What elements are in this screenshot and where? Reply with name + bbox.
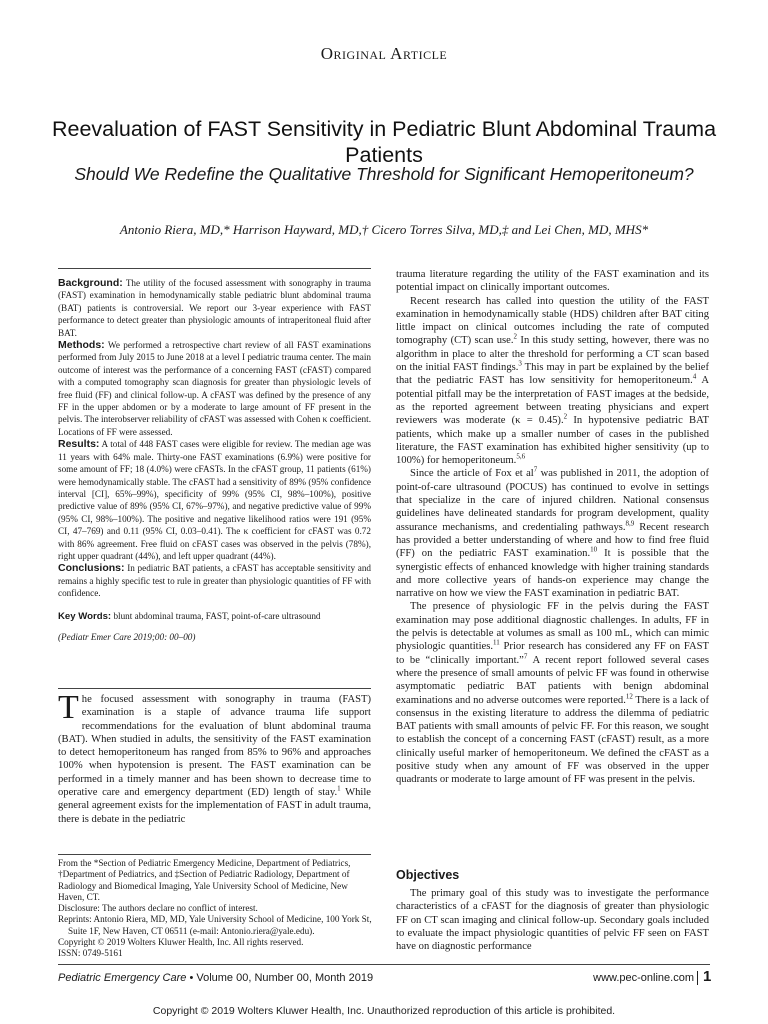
keywords: [58, 610, 371, 623]
footnotes: [58, 858, 376, 960]
journal-url[interactable]: www.pec-online.com: [593, 972, 694, 984]
affiliations: From the *Section of Pediatric Emergency Medicine, Department of Pediatrics, †Department of Pediatrics, and ‡Section of Pediatric Radiology, Department of Radiology and Biomedical Imaging, Yale University School of Medicine, New Haven, CT.: [58, 858, 351, 902]
abstract-divider: [58, 688, 371, 689]
methods-label: Methods:: [58, 339, 105, 352]
journal-info: [58, 972, 373, 984]
paragraph: Since the article of Fox et $al^7$ was published in 2011, the adoption of point-of-care ultrasound (POCUS) has continued to evolve in settings that specialize in the care of injured children. National consensus guidelines have delineated standards for program development, quality assurance mechanisms, and credentialing pathways.$^{8,9}$ Recent research has provided a better understanding of where and how to find free fluid (FF) on the pediatric FAST examination.$^{10}$ It is possible that the synergistic effects of enhanced knowledge with higher training standards and more collective years of hands-on experience may change the narrative on how we view the FAST examination in pediatric BAT.: [396, 465, 710, 600]
volume-info: • Volume 00, Number 00, Month 2019: [186, 972, 374, 984]
conclusions-text: In pediatric BAT patients, a cFAST has acceptable sensitivity and remains a highly specific test to rule in greater than physiologic quantities of FF with confidence.: [58, 563, 372, 599]
issn: ISSN: 0749-5161: [58, 948, 123, 959]
footnote-copyright: Copyright © 2019 Wolters Kluwer Health, Inc. All rights reserved.: [58, 937, 304, 948]
keywords-text: blunt abdominal trauma, FAST, point-of-care ultrasound: [113, 610, 321, 621]
drop-cap: T: [58, 689, 79, 726]
abstract-methods: [58, 339, 371, 438]
author-list: Antonio Riera, MD,* Harrison Hayward, MD,† Cicero Torres Silva, MD,‡ and Lei Chen, MD, MHS*: [119, 222, 649, 237]
journal-name: Pediatric Emergency Care: [58, 972, 187, 984]
disclosure: Disclosure: The authors declare no conflict of interest.: [58, 903, 258, 914]
conclusions-label: Conclusions:: [58, 562, 125, 575]
keywords-label: Key Words:: [58, 610, 112, 622]
paragraph: Recent research has called into question the utility of the FAST examination in hemodynamically stable (HDS) children after BAT citing little impact on clinical outcomes including the rate of computed tomography (CT) scan use.$^2$ In this study setting, however, there was no algorithm in place to alter the threshold for performing a CT scan based on the initial FAST findings.$^3$ This may in part be explained by the belief that the pediatric FAST has low sensitivity for hemoperitoneum.$^4$ A potential pitfall may be the interpretation of FAST images at the bedside, as the reported agreement between treating physicians and expert reviewers was moderate (κ = 0.45).$^2$ In hypotensive pediatric BAT patients, which make up a smaller number of cases in the published literature, the FAST examination has exhibited higher sensitivity (up to 100%) for hemoperitoneum.$^{5,6}$: [396, 295, 710, 467]
results-text: A total of 448 FAST cases were eligible for review. The median age was 11 years with 64% male. Thirty-one FAST examinations (6.9%) were positive for some amount of FF; 18 (4.0%) were cFASTs. In the cFAST group, 11 patients (61%) were hemodynamically stable. The cFAST had a sensitivity of 89% (95% confidence interval [CI], 65%–99%), specificity of 99% (95% CI, 98%–100%), positive predictive value of 89% (95% CI, 67%–97%), and negative predictive value of 99% (95% CI, 98%–100%). The positive and negative likelihood ratios were 191 (95% CI, 47–769) and 0.11 (95% CI, 0.03–0.41). The κ coefficient for cFAST was 0.72 with 86% agreement. Free fluid on cFAST cases was observed in the pelvis (78%), right upper quadrant (44%), and left upper quadrant (44%).: [58, 439, 371, 561]
paragraph: trauma literature regarding the utility of the FAST examination and its potential impact on clinically important outcomes.: [396, 269, 709, 294]
citation: (Pediatr Emer Care 2019;00: 00–00): [58, 631, 196, 642]
objectives-heading: Objectives: [396, 868, 460, 882]
abstract-results: [58, 438, 371, 562]
abstract-background: [58, 277, 371, 339]
section-label: Original Article: [320, 44, 448, 63]
page-number: 1: [703, 968, 712, 985]
reprints: Reprints: Antonio Riera, MD, MD, Yale University School of Medicine, 100 York St,: [58, 914, 372, 925]
intro-text: he focused assessment with sonography in trauma (FAST) examination is a staple of advance trauma life support recommendations for the evaluation of blunt abdominal trauma (BAT). When studied in adults, the sensitivity of the FAST examination to detect hemoperitoneum has ranged from 85% to 96% and approaches 100% when hypotension is present. The FAST examination can be performed in a timely manner and has been shown to decrease time to operative care and emergency department (ED) length of stay.: [58, 694, 371, 799]
footer-divider: [58, 964, 710, 965]
footnote-divider: [58, 854, 371, 855]
background-text: The utility of the focused assessment with sonography in trauma (FAST) examination in hemodynamically stable pediatric blunt abdominal trauma (BAT) patients is controversial. We report our 3-year experience with FAST performance to detect greater than physiologic amounts of intraperitoneal fluid after BAT.: [58, 278, 371, 338]
abstract: [58, 268, 371, 643]
introduction: The focused assessment with sonography in trauma (FAST) examination is a staple of advance trauma life support recommendations for the evaluation of blunt abdominal trauma (BAT). When studied in adults, the sensitivity of the FAST examination to detect hemoperitoneum has ranged from 85% to 96% and approaches 100% when hypotension is present. The FAST examination can be performed in a timely manner and has been shown to decrease time to operative care and emergency department (ED) length of stay.$^1$ While general agreement exists for the implementation of FAST in adult trauma, there is debate in the pediatric: [58, 689, 372, 825]
body-right-column: [396, 268, 709, 787]
copyright-notice: Copyright © 2019 Wolters Kluwer Health, Inc. Unauthorized reproduction of this article is prohibited.: [152, 1005, 616, 1017]
paragraph: The primary goal of this study was to investigate the performance characteristics of a cFAST for the diagnosis of greater than physiologic FF on CT scan imaging and clinical follow-up. Secondary goals included to evaluate the impact physiologic quantities of pelvic FF seen on FAST have on diagnostic performance: [396, 888, 709, 953]
paragraph: The presence of physiologic FF in the pelvis during the FAST examination may pose additional diagnostic challenges. In adults, FF in the pelvis is detectable at volumes as small as 100 mL, which can mimic physiologic quantities.$^{11}$ Prior research has considered any FF on FAST to be “clinically important.”$^7$ A recent report followed several cases where the presence of small amounts of pelvic FF was found in otherwise asymptomatic pediatric BAT patients with benign abdominal examinations and no adverse outcomes were reported.$^{12}$ There is a lack of consensus in the existing literature to address the dilemma of pediatric BAT patients with small amounts of pelvic FF. For this reason, we sought to establish the concept of a concerning FAST (cFAST) result, as a more clinically useful marker of hemoperitoneum. We defined the cFAST as a positive study when any amount of FF was observed in the upper quadrants or moderate to large amount of FF was present in the pelvis.: [396, 601, 710, 786]
objectives-body: [396, 887, 709, 953]
results-label: Results:: [58, 438, 100, 451]
page-number-divider: [697, 971, 698, 985]
article-title: Reevaluation of FAST Sensitivity in Pediatric Blunt Abdominal Trauma Patients: [51, 117, 717, 167]
reprints-address: Suite 1F, New Haven, CT 06511 (e-mail: Antonio.riera@yale.edu).: [68, 925, 315, 936]
abstract-conclusions: [58, 562, 371, 599]
methods-text: We performed a retrospective chart review of all FAST examinations performed from July 2015 to June 2018 at a level I pediatric trauma center. The main outcome of interest was the performance of a concerning FAST (cFAST) compared with a computed tomography scan diagnosis for greater than physiologic levels of free fluid (FF) and clinical follow-up. A cFAST was defined by the presence of any FF in the upper abdomen or by a moderate to large amount of FF present in the pelvis. The interobserver reliability of cFAST was assessed with Cohen κ coefficient. Locations of FF were assessed.: [58, 340, 371, 437]
article-subtitle: Should We Redefine the Qualitative Threshold for Significant Hemoperitoneum?: [74, 164, 694, 184]
background-label: Background:: [58, 277, 123, 289]
